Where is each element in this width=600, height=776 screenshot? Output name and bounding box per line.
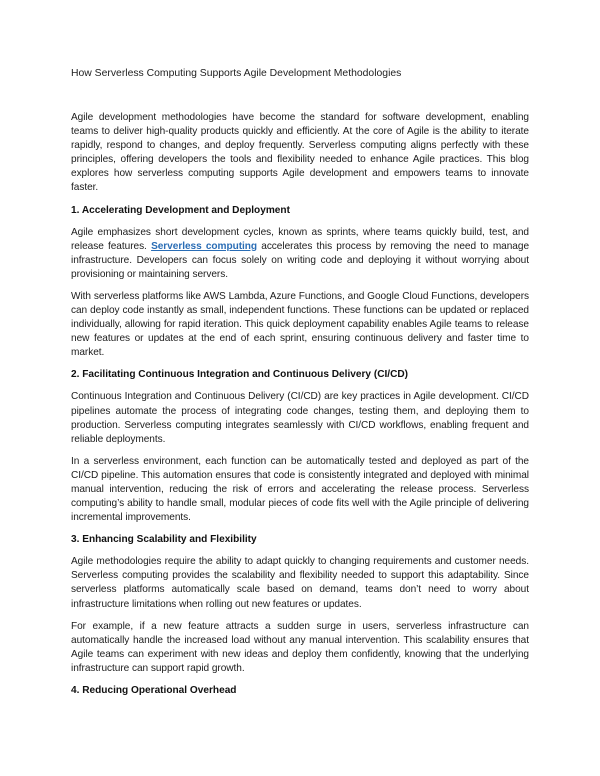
paragraph-text: accelerates this process by removing the need to manage infrastructure. Developers can focus solely on writing code and deploying it without worrying about provisioning or maintaining servers. <box>71 240 530 280</box>
section-heading: 1. Accelerating Development and Deployment <box>71 204 290 216</box>
section-paragraph: With serverless platforms like AWS Lambda, Azure Functions, and Google Cloud Functions, developers can deploy code instantly as small, independent functions. These functions can be updated or replaced individually, allowing for rapid iteration. This quick deployment capability enables Agile teams to release new features or updates at the end of each sprint, ensuring continuous delivery and faster time to market. <box>71 290 529 359</box>
section-4 <box>71 684 529 698</box>
paragraph-text: Agile emphasizes short development cycles, known as sprints, where teams quickly build, test, and release features. <box>71 226 529 252</box>
serverless-computing-link[interactable]: Serverless computing <box>151 240 258 252</box>
document-body <box>71 111 529 706</box>
intro-paragraph: Agile development methodologies have become the standard for software development, enabling teams to deliver high-quality products quickly and efficiently. At the core of Agile is the ability to iterate rapidly, respond to changes, and deploy frequently. Serverless computing aligns perfectly with these principles, offering developers the tools and flexibility needed to enhance Agile practices. This blog explores how serverless computing supports Agile development and empowers teams to innovate faster. <box>71 112 529 194</box>
document-title: How Serverless Computing Supports Agile Development Methodologies <box>71 68 402 79</box>
section-paragraph <box>71 226 529 282</box>
section-paragraph: In a serverless environment, each function can be automatically tested and deployed as part of the CI/CD pipeline. This automation ensures that code is consistently integrated and deployed with minimal manual intervention, reducing the risk of errors and accelerating the release process. Serverless computing’s ability to handle small, modular pieces of code fits well with the Agile principle of delivering incremental improvements. <box>71 455 529 524</box>
section-3 <box>71 533 529 676</box>
section-paragraph: Agile methodologies require the ability to adapt quickly to changing requirements and customer needs. Serverless computing provides the scalability and flexibility needed to support this adaptability. Since serverless platforms automatically scale based on demand, teams don’t need to worry about infrastructure limitations when rolling out new features or updates. <box>71 556 529 610</box>
section-paragraph: For example, if a new feature attracts a sudden surge in users, serverless infrastructure can automatically handle the increased load without any manual intervention. This scalability ensures that Agile teams can experiment with new ideas and deploy them confidently, knowing that the underlying infrastructure can support rapid growth. <box>71 620 529 674</box>
section-heading: 2. Facilitating Continuous Integration and Continuous Delivery (CI/CD) <box>71 369 409 381</box>
section-paragraph: Continuous Integration and Continuous Delivery (CI/CD) are key practices in Agile development. CI/CD pipelines automate the process of integrating code changes, testing them, and deploying them to production. Serverless computing integrates seamlessly with CI/CD workflows, enabling frequent and reliable deployments. <box>71 391 529 445</box>
section-2 <box>71 368 529 525</box>
section-heading: 3. Enhancing Scalability and Flexibility <box>71 534 257 546</box>
section-heading: 4. Reducing Operational Overhead <box>71 685 237 696</box>
section-1 <box>71 204 529 361</box>
